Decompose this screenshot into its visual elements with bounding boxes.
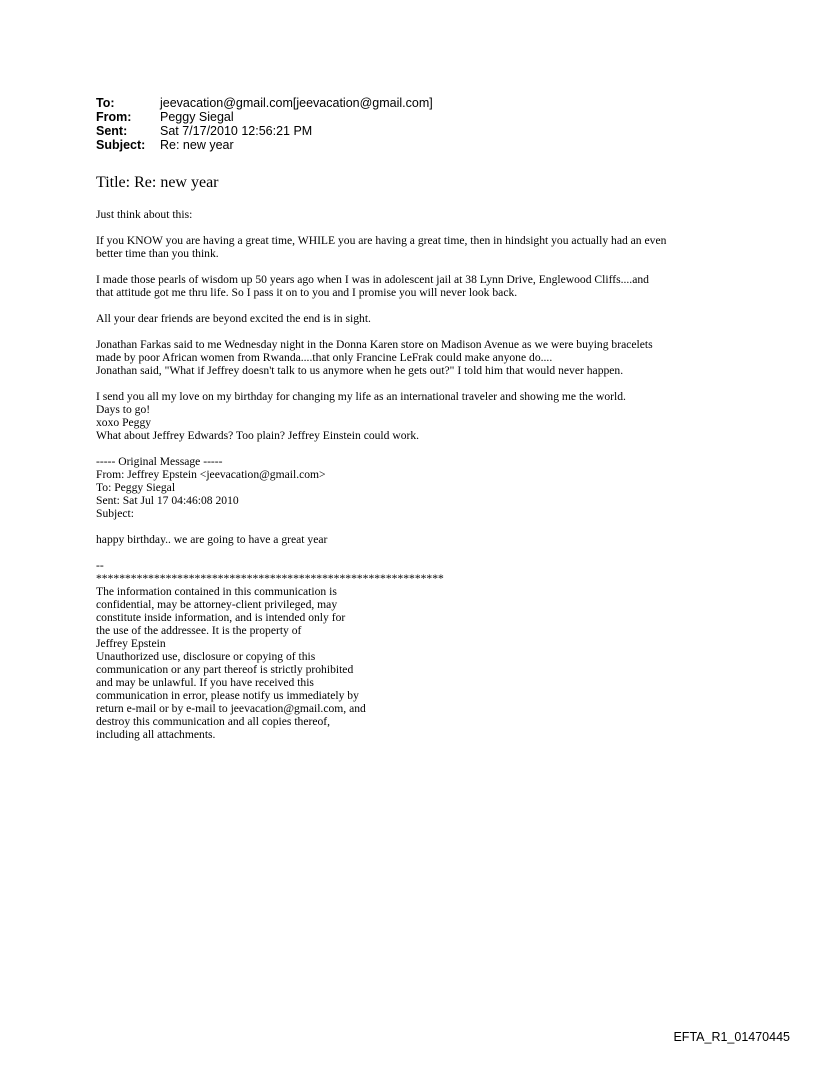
disclaimer-dash: -- <box>96 559 104 572</box>
original-message-header <box>96 455 736 520</box>
disclaimer <box>96 559 736 741</box>
email-header <box>96 96 433 152</box>
email-title: Title: Re: new year <box>96 174 219 191</box>
sent-row <box>96 124 433 138</box>
email-body <box>96 208 736 754</box>
to-value: jeevacation@gmail.com[jeevacation@gmail.com] <box>160 96 433 110</box>
from-label: From: <box>96 110 132 124</box>
body-line: that attitude got me thru life. So I pass it on to you and I promise you will never look back. <box>96 286 518 299</box>
disclaimer-line: communication or any part thereof is strictly prohibited <box>96 663 354 676</box>
original-divider: ----- Original Message ----- <box>96 455 223 468</box>
body-line: Jonathan Farkas said to me Wednesday night in the Donna Karen store on Madison Avenue as we were buying bracelets <box>96 338 653 351</box>
from-row <box>96 110 433 124</box>
body-line: Days to go! <box>96 403 151 416</box>
subject-value: Re: new year <box>160 138 234 152</box>
body-line: made by poor African women from Rwanda....that only Francine LeFrak could make anyone do.... <box>96 351 553 364</box>
subject-row <box>96 138 433 152</box>
disclaimer-line: including all attachments. <box>96 728 216 741</box>
disclaimer-line: constitute inside information, and is intended only for <box>96 611 346 624</box>
from-value: Peggy Siegal <box>160 110 234 124</box>
sent-value: Sat 7/17/2010 12:56:21 PM <box>160 124 313 138</box>
body-line: I made those pearls of wisdom up 50 years ago when I was in adolescent jail at 38 Lynn Drive, Englewood Cliffs....and <box>96 273 649 286</box>
original-subject: Subject: <box>96 507 134 520</box>
paragraph-6 <box>96 390 736 442</box>
disclaimer-line: destroy this communication and all copies thereof, <box>96 715 331 728</box>
original-from: From: Jeffrey Epstein <jeevacation@gmail.com> <box>96 468 326 481</box>
paragraph-1 <box>96 208 736 221</box>
to-label: To: <box>96 96 115 110</box>
to-row <box>96 96 433 110</box>
disclaimer-line: and may be unlawful. If you have received this <box>96 676 314 689</box>
original-sent: Sent: Sat Jul 17 04:46:08 2010 <box>96 494 239 507</box>
disclaimer-line: return e-mail or by e-mail to jeevacation@gmail.com, and <box>96 702 366 715</box>
body-line: If you KNOW you are having a great time, WHILE you are having a great time, then in hindsight you actually had an even <box>96 234 667 247</box>
body-line: Jonathan said, "What if Jeffrey doesn't talk to us anymore when he gets out?" I told him that would never happen. <box>96 364 624 377</box>
disclaimer-stars: ************************************************************ <box>96 572 444 585</box>
paragraph-5 <box>96 338 736 377</box>
disclaimer-line: Unauthorized use, disclosure or copying of this <box>96 650 316 663</box>
disclaimer-line: Jeffrey Epstein <box>96 637 166 650</box>
paragraph-4 <box>96 312 736 325</box>
document-id: EFTA_R1_01470445 <box>673 1030 790 1044</box>
paragraph-3 <box>96 273 736 299</box>
body-line: xoxo Peggy <box>96 416 152 429</box>
body-line: What about Jeffrey Edwards? Too plain? Jeffrey Einstein could work. <box>96 429 420 442</box>
disclaimer-line: the use of the addressee. It is the property of <box>96 624 302 637</box>
original-message-text: happy birthday.. we are going to have a great year <box>96 533 328 546</box>
disclaimer-line: The information contained in this communication is <box>96 585 337 598</box>
body-line: better time than you think. <box>96 247 219 260</box>
paragraph-2 <box>96 234 736 260</box>
body-line: All your dear friends are beyond excited the end is in sight. <box>96 312 371 325</box>
original-to: To: Peggy Siegal <box>96 481 176 494</box>
disclaimer-line: confidential, may be attorney-client privileged, may <box>96 598 338 611</box>
body-line: I send you all my love on my birthday for changing my life as an international traveler and showing me the world. <box>96 390 626 403</box>
sent-label: Sent: <box>96 124 128 138</box>
original-message-body <box>96 533 736 546</box>
body-line: Just think about this: <box>96 208 193 221</box>
subject-label: Subject: <box>96 138 146 152</box>
disclaimer-line: communication in error, please notify us immediately by <box>96 689 359 702</box>
